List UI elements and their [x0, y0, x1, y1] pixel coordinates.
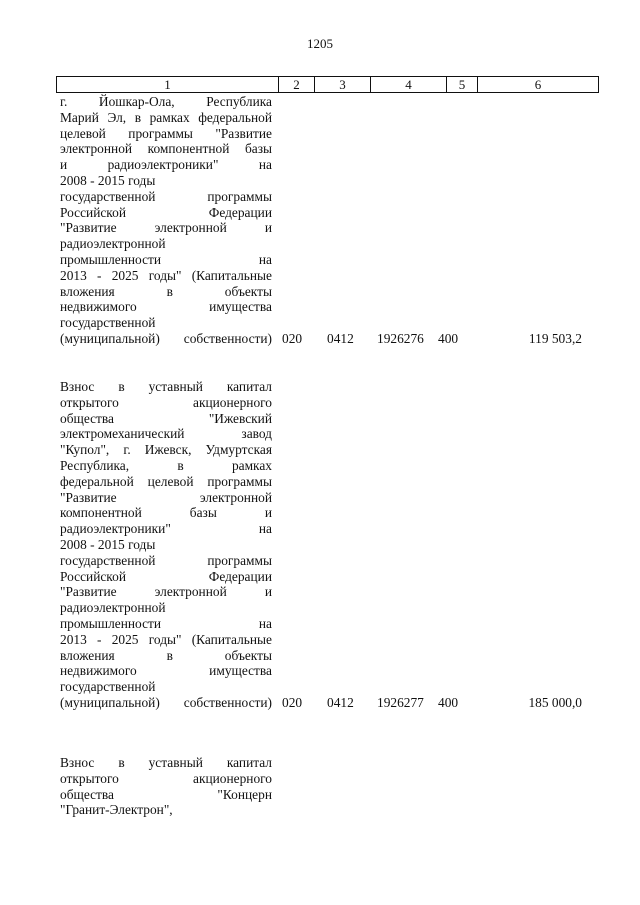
description-line: вложения в объекты [60, 283, 272, 299]
description-line: государственной программы [60, 188, 272, 204]
description-line: 2013 - 2025 годы" (Капитальные [60, 631, 272, 647]
description-line: (муниципальной) собственности) [60, 330, 272, 346]
description-line: вложения в объекты [60, 647, 272, 663]
description-line: компонентной базы и [60, 505, 272, 521]
description-line: Российской Федерации [60, 568, 272, 584]
description-line: недвижимого имущества [60, 299, 272, 315]
description-line: 2008 - 2015 годы [60, 536, 156, 552]
column-header-2: 2 [279, 77, 315, 93]
row-code: 020 [282, 695, 303, 710]
description-line: электронной компонентной базы [60, 141, 272, 157]
description-line: "Развитие электронной [60, 489, 272, 505]
row-section: 0412 [327, 331, 354, 346]
page-number: 1205 [307, 36, 333, 51]
row-code: 020 [282, 331, 303, 346]
description-line: радиоэлектронной [60, 600, 166, 616]
column-header-6: 6 [478, 77, 599, 93]
description-line: электромеханический завод [60, 426, 272, 442]
row-target: 1926276 [377, 331, 424, 346]
description-line: 2008 - 2015 годы [60, 172, 156, 188]
description-line: (муниципальной) собственности) [60, 694, 272, 710]
description-line: Взнос в уставный капитал [60, 755, 272, 770]
row-description [60, 94, 272, 347]
description-line: Российской Федерации [60, 204, 272, 220]
description-line: промышленности на [60, 615, 272, 631]
row-amount: 185 000,0 [528, 695, 582, 710]
column-header-table [56, 76, 599, 93]
description-line: "Развитие электронной и [60, 220, 272, 236]
description-line: "Развитие электронной и [60, 584, 272, 600]
row-expense-type: 400 [438, 695, 459, 710]
description-line: радиоэлектроники" на [60, 521, 272, 537]
column-header-1: 1 [57, 77, 279, 93]
description-line: 2013 - 2025 годы" (Капитальные [60, 267, 272, 283]
column-header-4: 4 [371, 77, 447, 93]
row-target: 1926277 [377, 695, 424, 710]
description-line: и радиоэлектроники" на [60, 157, 272, 173]
description-line: "Купол", г. Ижевск, Удмуртская [60, 442, 272, 458]
description-line: государственной [60, 679, 156, 695]
row-description [60, 379, 272, 711]
description-line: общества "Концерн [60, 786, 272, 802]
row-expense-type: 400 [438, 331, 459, 346]
column-header-row [57, 77, 599, 93]
description-line: Марий Эл, в рамках федеральной [60, 109, 272, 125]
column-header-5: 5 [447, 77, 478, 93]
description-line: федеральной целевой программы [60, 473, 272, 489]
description-line: недвижимого имущества [60, 663, 272, 679]
column-header-3: 3 [315, 77, 371, 93]
row-amount: 119 503,2 [528, 331, 582, 346]
description-line: г. Йошкар-Ола, Республика [60, 94, 272, 109]
description-line: Республика, в рамках [60, 457, 272, 473]
description-line: радиоэлектронной [60, 236, 166, 252]
description-line: промышленности на [60, 251, 272, 267]
description-line: государственной [60, 315, 156, 331]
description-line: Взнос в уставный капитал [60, 379, 272, 394]
row-description [60, 755, 272, 818]
row-section: 0412 [327, 695, 354, 710]
description-line: открытого акционерного [60, 770, 272, 786]
description-line: государственной программы [60, 552, 272, 568]
description-line: целевой программы "Развитие [60, 125, 272, 141]
description-line: "Гранит-Электрон", [60, 802, 173, 818]
description-line: открытого акционерного [60, 394, 272, 410]
description-line: общества "Ижевский [60, 410, 272, 426]
